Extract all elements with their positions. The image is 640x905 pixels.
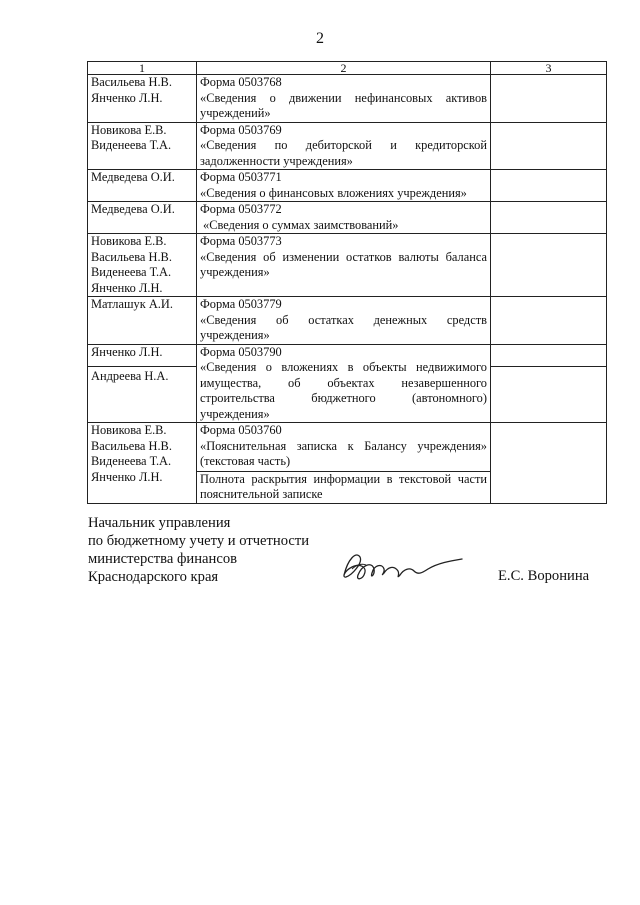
table-header-cell: 3	[491, 62, 607, 75]
form-cell	[197, 234, 491, 297]
form-cell	[197, 344, 491, 423]
responsible-cell	[88, 234, 197, 297]
table-row	[88, 423, 607, 504]
responsible-name: Медведева О.И.	[91, 202, 175, 216]
note-cell	[491, 234, 607, 297]
form-extra: Полнота раскрытия информации в текстовой части пояснительной записке	[200, 471, 487, 501]
responsible-name: Янченко Л.Н.	[91, 90, 163, 105]
responsible-name: Янченко Л.Н.	[91, 469, 163, 484]
table-row	[88, 75, 607, 123]
responsible-name: Васильева Н.В.	[91, 75, 172, 89]
form-description: «Сведения о движении нефинансовых активов учреждений»	[200, 90, 487, 120]
form-cell	[197, 423, 491, 504]
responsible-name: Медведева О.И.	[91, 170, 175, 184]
form-description: «Сведения о финансовых вложениях учреждения»	[200, 185, 467, 200]
note-cell	[491, 423, 607, 504]
responsible-name: Янченко Л.Н.	[91, 344, 163, 359]
responsible-name: Новикова Е.В.	[91, 234, 167, 248]
note-cell	[491, 344, 607, 423]
form-description: «Пояснительная записка к Балансу учреждения» (текстовая часть)	[197, 439, 490, 472]
responsible-name: Васильева Н.В.	[91, 438, 172, 453]
form-cell	[197, 122, 491, 170]
table-row	[88, 297, 607, 345]
table-header-cell: 1	[88, 62, 197, 75]
handwritten-signature-icon	[338, 545, 468, 587]
responsible-cell	[88, 423, 197, 504]
responsible-cell	[88, 344, 197, 423]
cell-divider	[490, 366, 607, 367]
responsible-name: Андреева Н.А.	[91, 368, 169, 383]
form-code: Форма 0503773	[200, 234, 282, 248]
table-row	[88, 234, 607, 297]
form-description: «Сведения об изменении остатков валюты баланса учреждения»	[200, 249, 487, 279]
form-description: «Сведения о суммах заимствований»	[203, 217, 399, 232]
form-code: Форма 0503760	[200, 423, 282, 437]
cell-divider	[87, 366, 197, 367]
form-code: Форма 0503772	[200, 202, 282, 216]
form-cell	[197, 75, 491, 123]
responsible-name: Виденеева Т.А.	[91, 265, 172, 279]
table-row	[88, 202, 607, 234]
report-table	[87, 61, 607, 504]
form-code: Форма 0503769	[200, 122, 282, 137]
form-description: «Сведения об остатках денежных средств учреждения»	[200, 312, 487, 342]
form-cell	[197, 297, 491, 345]
responsible-name: Васильева Н.В.	[91, 249, 172, 264]
responsible-cell	[88, 170, 197, 202]
signature-title-line: министерства финансов	[88, 551, 238, 567]
form-cell	[197, 170, 491, 202]
responsible-cell	[88, 202, 197, 234]
responsible-name: Виденеева Т.А.	[91, 454, 172, 468]
table-row	[88, 122, 607, 170]
form-description: «Сведения по дебиторской и кредиторской задолженности учреждения»	[200, 138, 487, 168]
page-number: 2	[316, 30, 324, 47]
table-row	[88, 170, 607, 202]
responsible-name: Виденеева Т.А.	[91, 138, 172, 152]
signature-title-line: Краснодарского края	[88, 569, 219, 585]
form-code: Форма 0503790	[200, 344, 282, 359]
signature-title-line: по бюджетному учету и отчетности	[88, 533, 310, 549]
form-cell	[197, 202, 491, 234]
form-description: «Сведения о вложениях в объекты недвижимого имущества, об объектах незавершенного строительства бюджетного (автономного) учреждения»	[200, 360, 487, 421]
form-code: Форма 0503771	[200, 170, 282, 184]
signature-title	[88, 514, 309, 586]
note-cell	[491, 170, 607, 202]
responsible-name: Матлашук А.И.	[91, 297, 173, 311]
note-cell	[491, 297, 607, 345]
note-cell	[491, 202, 607, 234]
table-row	[88, 344, 607, 423]
responsible-cell	[88, 297, 197, 345]
table-header-row	[88, 62, 607, 75]
form-code: Форма 0503768	[200, 75, 282, 89]
note-cell	[491, 122, 607, 170]
note-cell	[491, 75, 607, 123]
responsible-name: Новикова Е.В.	[91, 423, 167, 437]
responsible-name: Янченко Л.Н.	[91, 280, 163, 295]
responsible-cell	[88, 75, 197, 123]
responsible-name: Новикова Е.В.	[91, 122, 167, 137]
responsible-cell	[88, 122, 197, 170]
form-code: Форма 0503779	[200, 297, 282, 311]
table-header-cell: 2	[197, 62, 491, 75]
signature-title-line: Начальник управления	[88, 515, 231, 531]
signer-name: Е.С. Воронина	[498, 568, 590, 584]
